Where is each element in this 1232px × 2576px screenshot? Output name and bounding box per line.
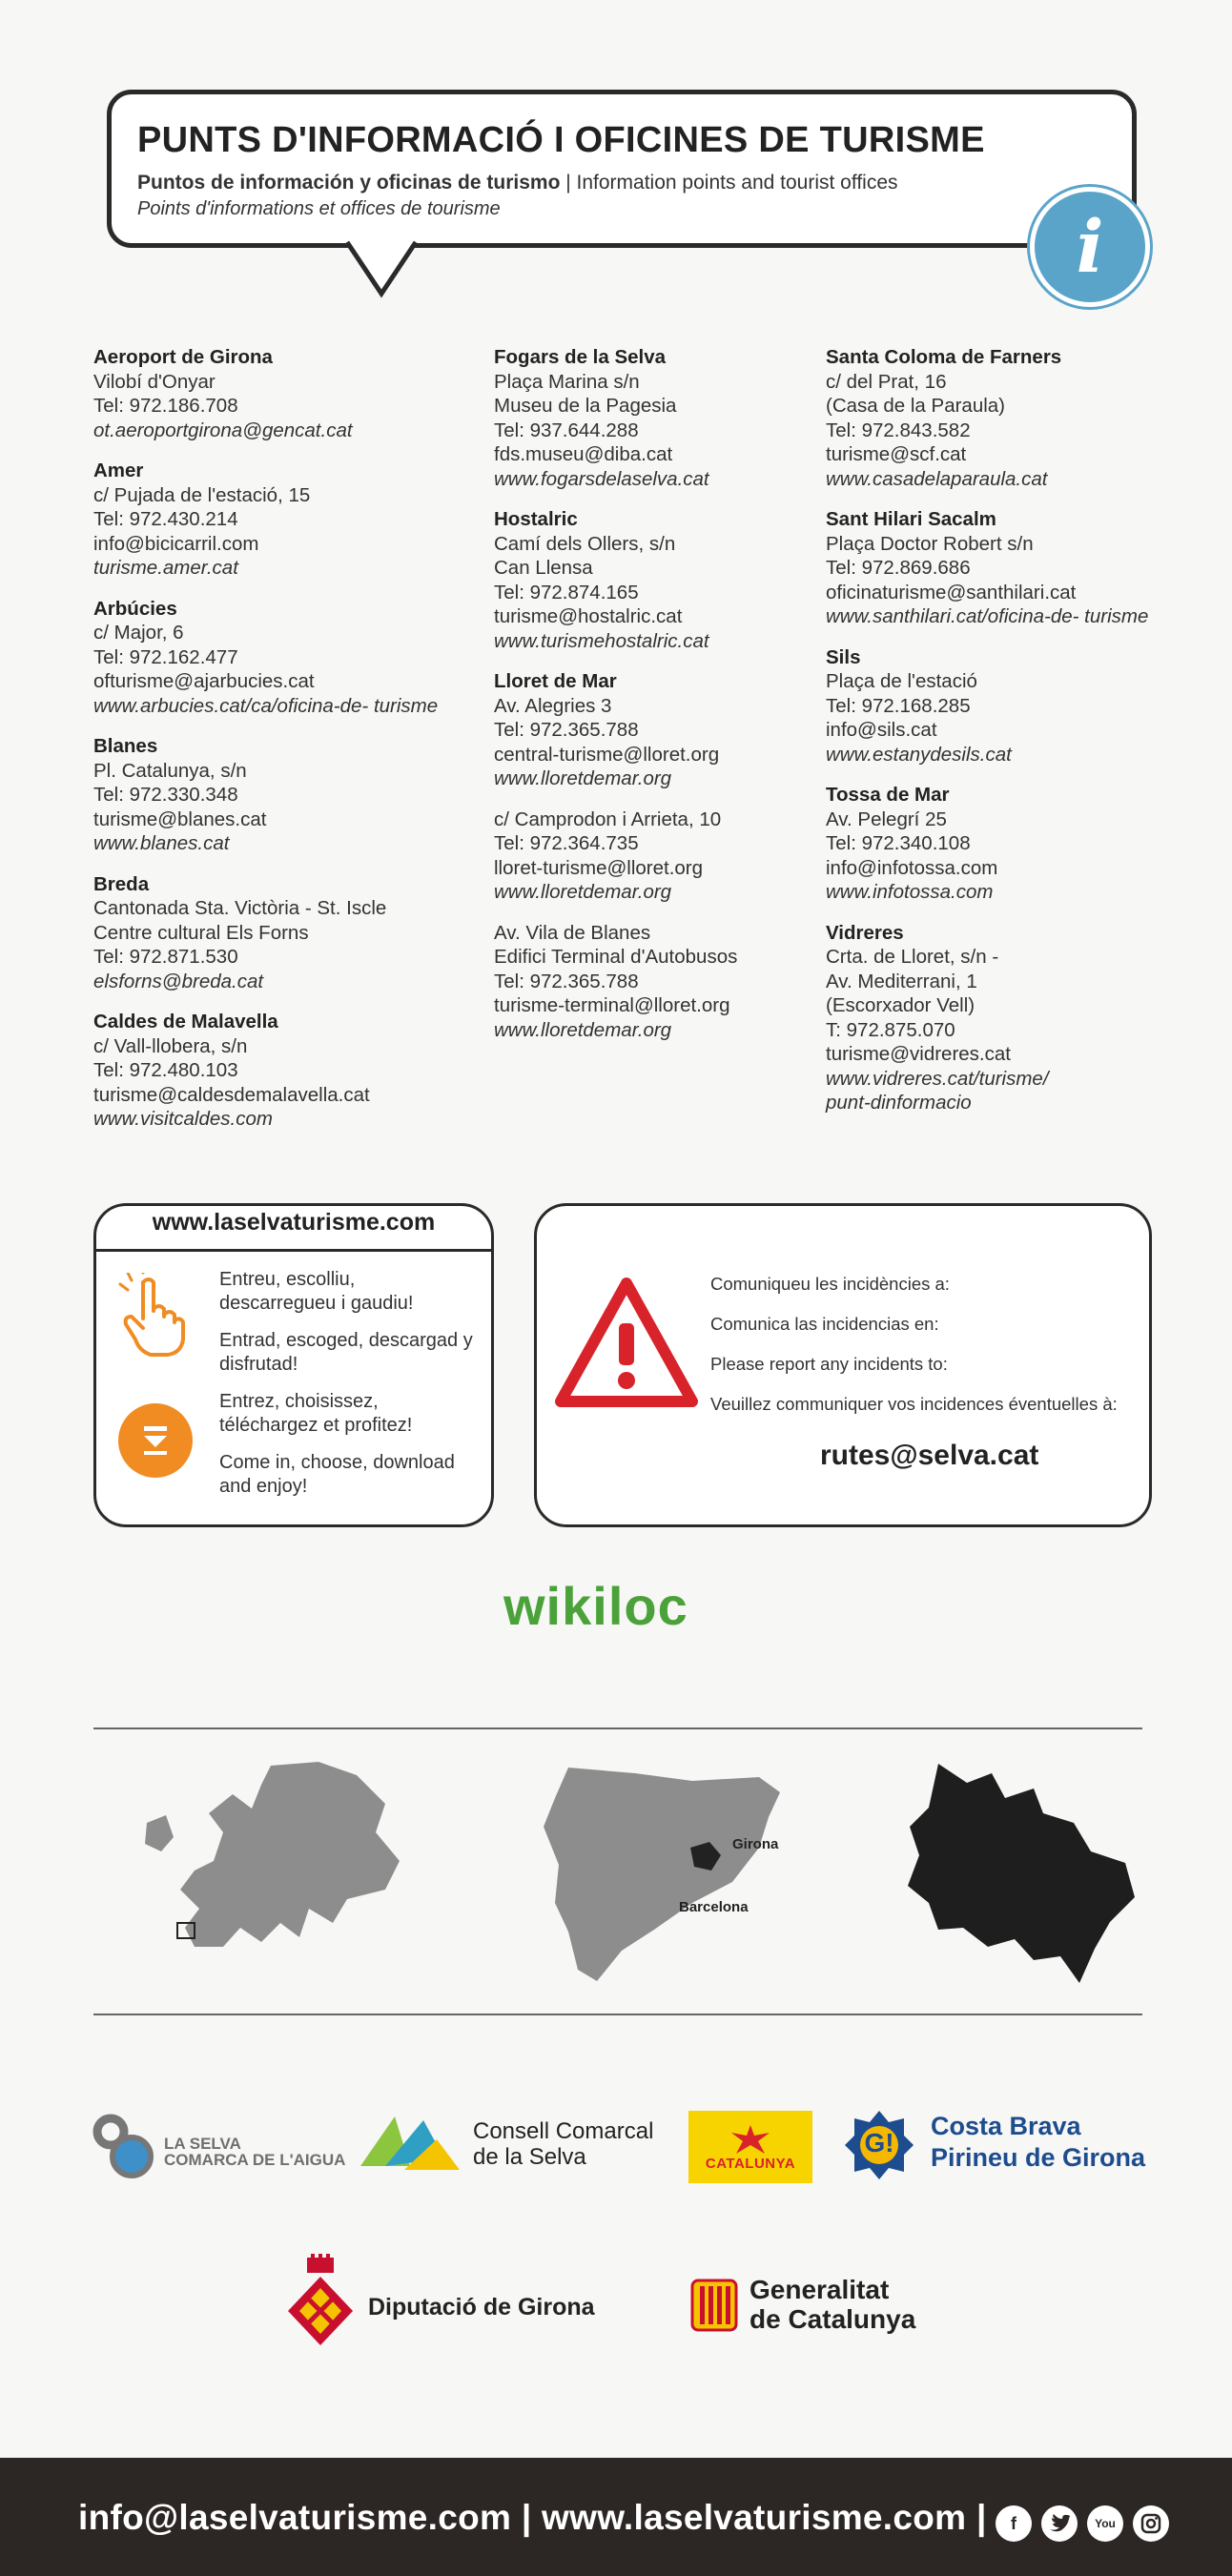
office-detail: Tel: 972.843.582 [826, 419, 971, 441]
office-detail: Pl. Catalunya, s/n [93, 759, 247, 782]
generalitat-logo-icon [690, 2279, 738, 2332]
office-name: Blanes [93, 735, 158, 757]
hand-pointer-icon [114, 1273, 191, 1359]
wikiloc-logo[interactable] [503, 1575, 688, 1637]
office-detail: c/ del Prat, 16 [826, 370, 947, 393]
incidents-email-link[interactable]: rutes@selva.cat [820, 1440, 1039, 1471]
office-link[interactable]: www.lloretdemar.org [494, 881, 672, 903]
office-link[interactable]: punt-dinformacio [826, 1092, 972, 1114]
costa-brava-logo-text [931, 2111, 1145, 2174]
office-detail: c/ Major, 6 [93, 622, 184, 644]
office-entry [826, 783, 1207, 905]
header-bubble [107, 90, 1137, 248]
info-glyph: i [1076, 204, 1104, 289]
office-entry [494, 808, 818, 905]
office-name: Vidreres [826, 921, 904, 944]
office-detail: Tel: 972.364.735 [494, 832, 639, 854]
costa-brava-line-2: Pirineu de Girona [931, 2143, 1146, 2172]
office-detail: Tel: 972.871.530 [93, 946, 238, 968]
subtitle-en: Information points and tourist offices [576, 172, 898, 194]
selva-aigua-logo-icon [88, 2111, 158, 2181]
alert-text-fr: Veuillez communiquer vos incidences éventuelles à: [710, 1394, 1118, 1414]
office-detail: Tel: 972.869.686 [826, 557, 971, 579]
alert-text-en: Please report any incidents to: [710, 1354, 948, 1374]
office-column-2 [494, 345, 818, 1058]
generalitat-logo-text [749, 2275, 915, 2334]
office-detail: Tel: 937.644.288 [494, 419, 639, 441]
office-link[interactable]: www.arbucies.cat/ca/oficina-de- turisme [93, 694, 439, 717]
office-detail: Av. Mediterrani, 1 [826, 970, 977, 992]
office-detail[interactable]: info@infotossa.com [826, 856, 998, 879]
footer-contact-text[interactable]: info@laselvaturisme.com | www.laselvaturisme.com | [78, 2498, 987, 2537]
catalonia-map [530, 1760, 807, 1987]
office-link[interactable]: www.estanydesils.cat [826, 743, 1012, 766]
generalitat-line-2: de Catalunya [749, 2304, 916, 2334]
office-detail: T: 972.875.070 [826, 1018, 955, 1041]
office-detail: Av. Vila de Blanes [494, 921, 651, 944]
office-detail[interactable]: info@sils.cat [826, 719, 937, 741]
office-link[interactable]: www.vidreres.cat/turisme/ [826, 1067, 1049, 1090]
diputacio-logo-icon [286, 2254, 355, 2349]
office-detail: c/ Pujada de l'estació, 15 [93, 483, 311, 506]
office-name: Breda [93, 872, 150, 895]
office-detail: Centre cultural Els Forns [93, 921, 309, 944]
office-detail: Plaça Doctor Robert s/n [826, 532, 1034, 555]
costa-brava-line-1: Costa Brava [931, 2112, 1081, 2140]
office-detail: Crta. de Lloret, s/n - [826, 946, 999, 968]
subtitle-es: Puntos de información y oficinas de turismo [137, 172, 561, 194]
web-text-en: Come in, choose, download and enjoy! [219, 1452, 455, 1497]
office-link[interactable]: www.lloretdemar.org [494, 767, 672, 789]
office-detail: Av. Alegries 3 [494, 694, 612, 717]
office-link[interactable]: www.turismehostalric.cat [494, 629, 709, 652]
map-label-girona: Girona [732, 1836, 779, 1852]
wikiloc-text: wikiloc [503, 1576, 688, 1636]
office-link[interactable]: elsforns@breda.cat [93, 970, 264, 992]
office-detail: Tel: 972.162.477 [93, 645, 238, 668]
office-entry [826, 507, 1207, 629]
office-detail: Cantonada Sta. Victòria - St. Iscle [93, 897, 387, 919]
office-entry [494, 921, 818, 1043]
office-link[interactable]: www.visitcaldes.com [93, 1108, 273, 1130]
twitter-icon[interactable] [1041, 2505, 1078, 2542]
facebook-icon[interactable]: f [996, 2505, 1032, 2542]
office-name: Tossa de Mar [826, 784, 950, 806]
office-detail[interactable]: turisme-terminal@lloret.org [494, 994, 730, 1016]
warning-icon [555, 1276, 698, 1409]
office-detail[interactable]: central-turisme@lloret.org [494, 743, 720, 766]
office-detail: Plaça Marina s/n [494, 370, 640, 393]
costa-brava-logo-icon [843, 2109, 915, 2181]
office-entry [93, 459, 475, 581]
office-entry [93, 345, 475, 442]
web-text-es: Entrad, escoged, descargad y disfrutad! [219, 1330, 473, 1375]
page-title: PUNTS D'INFORMACIÓ I OFICINES DE TURISME [137, 120, 985, 160]
office-detail: Tel: 972.365.788 [494, 719, 639, 741]
office-name: Sant Hilari Sacalm [826, 508, 996, 530]
alert-text-es: Comunica las incidencias en: [710, 1314, 939, 1334]
office-entry [93, 734, 475, 856]
office-detail[interactable]: lloret-turisme@lloret.org [494, 856, 704, 879]
office-entry [826, 921, 1207, 1115]
office-detail: Tel: 972.330.348 [93, 784, 238, 806]
map-label-barcelona: Barcelona [679, 1899, 749, 1915]
office-link[interactable]: www.lloretdemar.org [494, 1018, 672, 1041]
office-column-1 [93, 345, 475, 1148]
selva-aigua-line-2: COMARCA DE L'AIGUA [164, 2151, 346, 2169]
divider-top [93, 1728, 1142, 1729]
office-detail: Tel: 972.365.788 [494, 970, 639, 992]
youtube-icon[interactable] [1087, 2505, 1123, 2542]
office-entry [494, 669, 818, 791]
office-detail[interactable]: turisme@blanes.cat [93, 808, 267, 830]
download-icon [118, 1403, 193, 1478]
office-link[interactable]: www.santhilari.cat/oficina-de- turisme [826, 605, 1149, 627]
generalitat-line-1: Generalitat [749, 2275, 890, 2304]
office-name: Hostalric [494, 508, 578, 530]
website-box-divider [93, 1249, 494, 1252]
office-name: Santa Coloma de Farners [826, 346, 1062, 368]
office-detail[interactable]: turisme@vidreres.cat [826, 1043, 1011, 1065]
catalunya-logo [688, 2111, 812, 2183]
subtitle-separator: | [560, 172, 577, 194]
office-detail: Tel: 972.168.285 [826, 694, 971, 717]
office-detail: c/ Camprodon i Arrieta, 10 [494, 808, 722, 830]
costa-brava-mark: G! [864, 2128, 894, 2157]
office-detail: Tel: 972.480.103 [93, 1059, 238, 1081]
office-entry [93, 1010, 475, 1132]
office-detail: Tel: 972.874.165 [494, 581, 639, 603]
office-column-3 [826, 345, 1207, 1132]
office-link[interactable]: www.infotossa.com [826, 881, 994, 903]
consell-line-2: de la Selva [473, 2144, 586, 2170]
office-detail: Museu de la Pagesia [494, 395, 677, 417]
selva-aigua-line-1: LA SELVA [164, 2135, 241, 2153]
diputacio-logo-text: Diputació de Girona [368, 2294, 595, 2320]
office-detail[interactable]: fds.museu@diba.cat [494, 443, 673, 465]
office-name: Amer [93, 460, 144, 481]
office-detail: Tel: 972.430.214 [93, 508, 238, 530]
office-name: Fogars de la Selva [494, 346, 667, 368]
consell-comarcal-logo-icon [357, 2111, 462, 2177]
office-detail[interactable]: info@bicicarril.com [93, 532, 259, 555]
subtitle-fr: Points d'informations et offices de tourisme [137, 198, 501, 219]
web-text-fr: Entrez, choisissez, téléchargez et profitez! [219, 1391, 413, 1436]
office-detail: Plaça de l'estació [826, 670, 977, 692]
office-link[interactable]: www.fogarsdelaselva.cat [494, 467, 709, 490]
instagram-icon[interactable] [1133, 2505, 1169, 2542]
office-name: Arbúcies [93, 597, 177, 620]
office-name: Lloret de Mar [494, 670, 617, 692]
office-detail: Can Llensa [494, 557, 593, 579]
office-name: Sils [826, 645, 861, 668]
office-link[interactable]: ot.aeroportgirona@gencat.cat [93, 419, 353, 441]
office-entry [826, 345, 1207, 491]
office-name: Aeroport de Girona [93, 346, 273, 368]
office-detail: Tel: 972.186.708 [93, 395, 238, 417]
bubble-tail [343, 240, 420, 299]
office-link[interactable]: turisme.amer.cat [93, 557, 238, 579]
office-detail: Camí dels Ollers, s/n [494, 532, 676, 555]
europe-map [128, 1756, 414, 1966]
office-entry [93, 597, 475, 719]
office-entry [93, 872, 475, 994]
office-detail: (Escorxador Vell) [826, 994, 975, 1016]
office-detail: (Casa de la Paraula) [826, 395, 1006, 417]
office-link[interactable]: www.casadelaparaula.cat [826, 467, 1048, 490]
la-selva-map [900, 1760, 1142, 1989]
office-detail: Av. Pelegrí 25 [826, 808, 947, 830]
youtube-icon-label: You [1095, 2517, 1116, 2530]
website-link[interactable]: www.laselvaturisme.com [152, 1209, 436, 1236]
divider-bottom [93, 2014, 1142, 2015]
office-link[interactable]: www.blanes.cat [93, 832, 230, 854]
office-detail: Edifici Terminal d'Autobusos [494, 946, 738, 968]
web-text-ca: Entreu, escolliu, descarregueu i gaudiu! [219, 1269, 414, 1314]
office-detail[interactable]: ofturisme@ajarbucies.cat [93, 670, 315, 692]
consell-line-1: Consell Comarcal [473, 2118, 654, 2144]
alert-text-ca: Comuniqueu les incidències a: [710, 1274, 950, 1294]
catalunya-star-icon [727, 2123, 774, 2156]
office-name: Caldes de Malavella [93, 1011, 278, 1032]
office-detail: Vilobí d'Onyar [93, 370, 216, 393]
office-detail: c/ Vall-llobera, s/n [93, 1034, 248, 1057]
consell-comarcal-logo-text [473, 2118, 653, 2170]
info-icon [1030, 187, 1150, 307]
office-entry [494, 345, 818, 491]
office-detail[interactable]: turisme@scf.cat [826, 443, 967, 465]
office-entry [826, 645, 1207, 767]
page-subtitle [137, 172, 898, 194]
office-detail[interactable]: oficinaturisme@santhilari.cat [826, 581, 1077, 603]
office-detail[interactable]: turisme@hostalric.cat [494, 605, 683, 627]
catalunya-logo-text: CATALUNYA [705, 2155, 796, 2172]
selva-aigua-logo-text [164, 2136, 345, 2168]
office-detail[interactable]: turisme@caldesdemalavella.cat [93, 1083, 370, 1106]
office-entry [494, 507, 818, 653]
office-detail: Tel: 972.340.108 [826, 832, 971, 854]
